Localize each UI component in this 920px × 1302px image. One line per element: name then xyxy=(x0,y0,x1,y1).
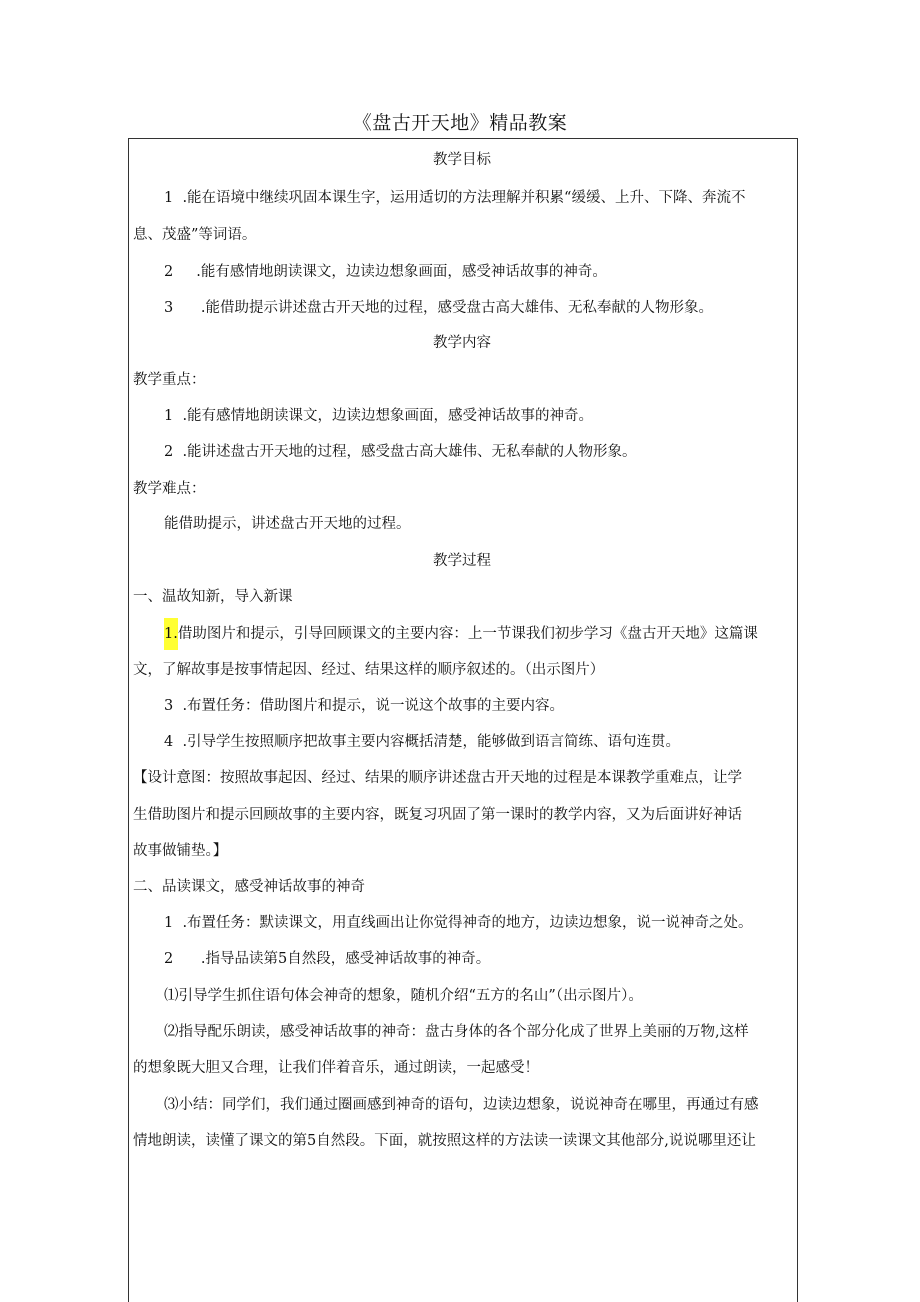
line-text: 【设计意图：按照故事起因、经过、结果的顺序讲述盘古开天地的过程是本课教学重难点，让学 xyxy=(133,770,742,786)
text-line xyxy=(164,406,794,426)
text-line xyxy=(133,841,793,861)
text-line xyxy=(164,949,794,969)
text-line xyxy=(133,479,793,499)
line-text: 2 .能讲述盘古开天地的过程，感受盘古高大雄伟、无私奉献的人物形象。 xyxy=(164,444,637,460)
line-text: 1 .能在语境中继续巩固本课生字，运用适切的方法理解并积累“缓缓、上升、下降、奔流不 xyxy=(164,190,746,206)
text-line xyxy=(164,1022,794,1042)
text-line xyxy=(164,624,794,644)
line-text: 教学难点： xyxy=(133,481,206,497)
line-text: 教学内容 xyxy=(433,335,491,351)
line-text: 2 .指导品读第5自然段，感受神话故事的神奇。 xyxy=(164,951,491,967)
line-text: 故事做铺垫。】 xyxy=(133,843,228,859)
text-line xyxy=(164,696,794,716)
text-line xyxy=(133,225,793,245)
line-text: ⑴引导学生抓住语句体会神奇的想象，随机介绍“五方的名山”（出示图片）。 xyxy=(164,988,643,1004)
line-text: 1 .布置任务：默读课文，用直线画出让你觉得神奇的地方，边读边想象，说一说神奇之处。 xyxy=(164,915,753,931)
line-text: 息、茂盛”等词语。 xyxy=(133,227,257,243)
text-line xyxy=(164,1095,794,1115)
text-line xyxy=(128,150,796,170)
line-text: 3 .能借助提示讲述盘古开天地的过程，感受盘古高大雄伟、无私奉献的人物形象。 xyxy=(164,300,713,316)
text-line xyxy=(133,1131,793,1151)
text-line xyxy=(133,877,793,897)
document-title: 《盘古开天地》精品教案 xyxy=(352,112,568,134)
text-line xyxy=(133,370,793,390)
text-line xyxy=(164,298,794,318)
text-line xyxy=(133,805,793,825)
line-text: 3 .布置任务：借助图片和提示，说一说这个故事的主要内容。 xyxy=(164,698,565,714)
text-line xyxy=(164,442,794,462)
line-text: 1 .能有感情地朗读课文，边读边想象画面，感受神话故事的神奇。 xyxy=(164,408,594,424)
line-text: ⑵指导配乐朗读，感受神话故事的神奇：盘古身体的各个部分化成了世界上美丽的万物,这样 xyxy=(164,1024,749,1040)
text-line xyxy=(133,660,793,680)
text-line xyxy=(128,551,796,571)
text-line xyxy=(133,587,793,607)
line-text: 能借助提示，讲述盘古开天地的过程。 xyxy=(164,516,411,532)
line-text: 二、品读课文，感受神话故事的神奇 xyxy=(133,879,365,895)
text-line xyxy=(128,333,796,353)
text-line xyxy=(164,986,794,1006)
line-text: ⑶小结：同学们，我们通过圈画感到神奇的语句，边读边想象，说说神奇在哪里，再通过有感 xyxy=(164,1097,759,1113)
line-text: 教学目标 xyxy=(433,152,491,168)
text-line xyxy=(164,514,794,534)
highlighted-number: 1. xyxy=(164,618,178,650)
line-text: 文，了解故事是按事情起因、经过、结果这样的顺序叙述的。（出示图片） xyxy=(133,662,605,678)
line-text: 借助图片和提示，引导回顾课文的主要内容：上一节课我们初步学习《盘古开天地》这篇课 xyxy=(177,626,758,642)
line-text: 情地朗读，读懂了课文的第5自然段。下面，就按照这样的方法读一读课文其他部分,说说哪里还让 xyxy=(133,1133,756,1149)
text-line xyxy=(133,1058,793,1078)
text-line xyxy=(164,732,794,752)
line-text: 4 .引导学生按照顺序把故事主要内容概括清楚，能够做到语言简练、语句连贯。 xyxy=(164,734,681,750)
line-text: 的想象既大胆又合理，让我们伴着音乐，通过朗读，一起感受！ xyxy=(133,1060,539,1076)
line-text: 2 .能有感情地朗读课文，边读边想象画面，感受神话故事的神奇。 xyxy=(164,264,607,280)
line-text: 生借助图片和提示回顾故事的主要内容，既复习巩固了第一课时的教学内容，又为后面讲好神话 xyxy=(133,807,742,823)
line-text: 教学重点： xyxy=(133,372,206,388)
text-line xyxy=(164,262,794,282)
text-line xyxy=(164,188,794,208)
line-text: 一、温故知新，导入新课 xyxy=(133,589,293,605)
text-line xyxy=(133,768,793,788)
text-line xyxy=(164,913,794,933)
line-text: 教学过程 xyxy=(433,553,491,569)
